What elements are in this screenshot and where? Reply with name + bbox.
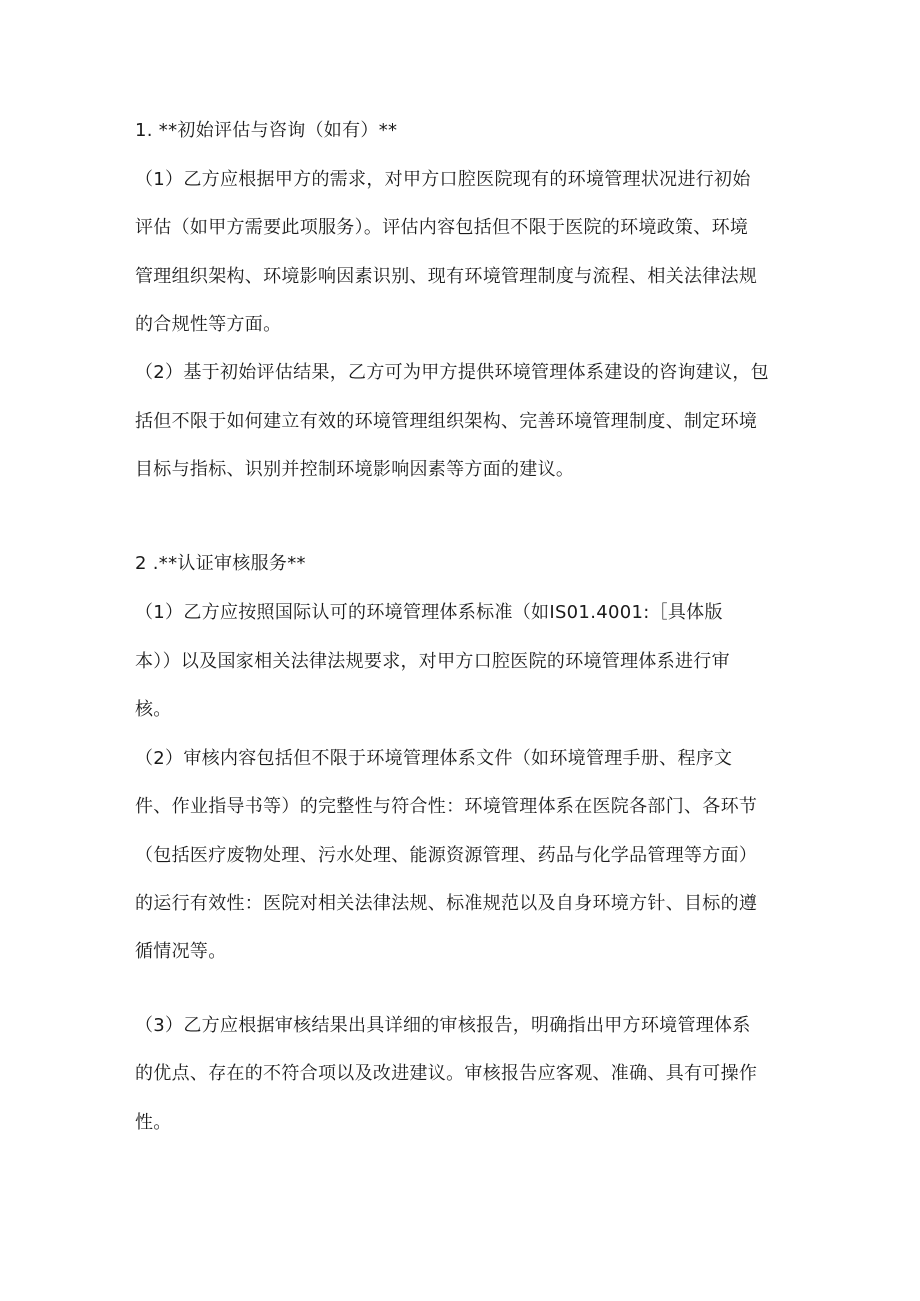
s2-item2-line1: （2）审核内容包括但不限于环境管理体系文件（如环境管理手册、程序文	[135, 748, 733, 769]
s2-item2-line2: 件、作业指导书等）的完整性与符合性：环境管理体系在医院各部门、各环节	[135, 796, 758, 817]
s2-item3-line3: 性。	[135, 1112, 172, 1133]
s2-item2-line4: 的运行有效性：医院对相关法律法规、标准规范以及自身环境方针、目标的遵	[135, 893, 758, 914]
s2-item1-line3: 核。	[135, 699, 172, 720]
s2-item3-line1: （3）乙方应根据审核结果出具详细的审核报告，明确指出甲方环境管理体系	[135, 1015, 751, 1036]
s1-item1-line2: 评估（如甲方需要此项服务）。评估内容包括但不限于医院的环境政策、环境	[135, 217, 749, 238]
s1-item2-line2: 括但不限于如何建立有效的环境管理组织架构、完善环境管理制度、制定环境	[135, 411, 758, 432]
s2-item2-line5: 循情况等。	[135, 941, 227, 962]
section-2-heading: 2 .**认证审核服务**	[135, 553, 306, 574]
s1-item1-line4: 的合规性等方面。	[135, 314, 282, 335]
s2-item1-line2: 本））以及国家相关法律法规要求，对甲方口腔医院的环境管理体系进行审	[135, 651, 730, 672]
s1-item1-line1: （1）乙方应根据甲方的需求，对甲方口腔医院现有的环境管理状况进行初始	[135, 169, 751, 190]
section-1-heading: 1. **初始评估与咨询（如有）**	[135, 120, 398, 141]
s1-item2-line1: （2）基于初始评估结果，乙方可为甲方提供环境管理体系建设的咨询建议，包	[135, 362, 769, 383]
s2-item2-line3: （包括医疗废物处理、污水处理、能源资源管理、药品与化学品管理等方面）	[135, 845, 758, 866]
s2-item3-line2: 的优点、存在的不符合项以及改进建议。审核报告应客观、准确、具有可操作	[135, 1063, 758, 1084]
s2-item1-line1: （1）乙方应按照国际认可的环境管理体系标准（如IS01.4001:［具体版	[135, 602, 723, 623]
s1-item1-line3: 管理组织架构、环境影响因素识别、现有环境管理制度与流程、相关法律法规	[135, 266, 758, 287]
s1-item2-line3: 目标与指标、识别并控制环境影响因素等方面的建议。	[135, 459, 575, 480]
